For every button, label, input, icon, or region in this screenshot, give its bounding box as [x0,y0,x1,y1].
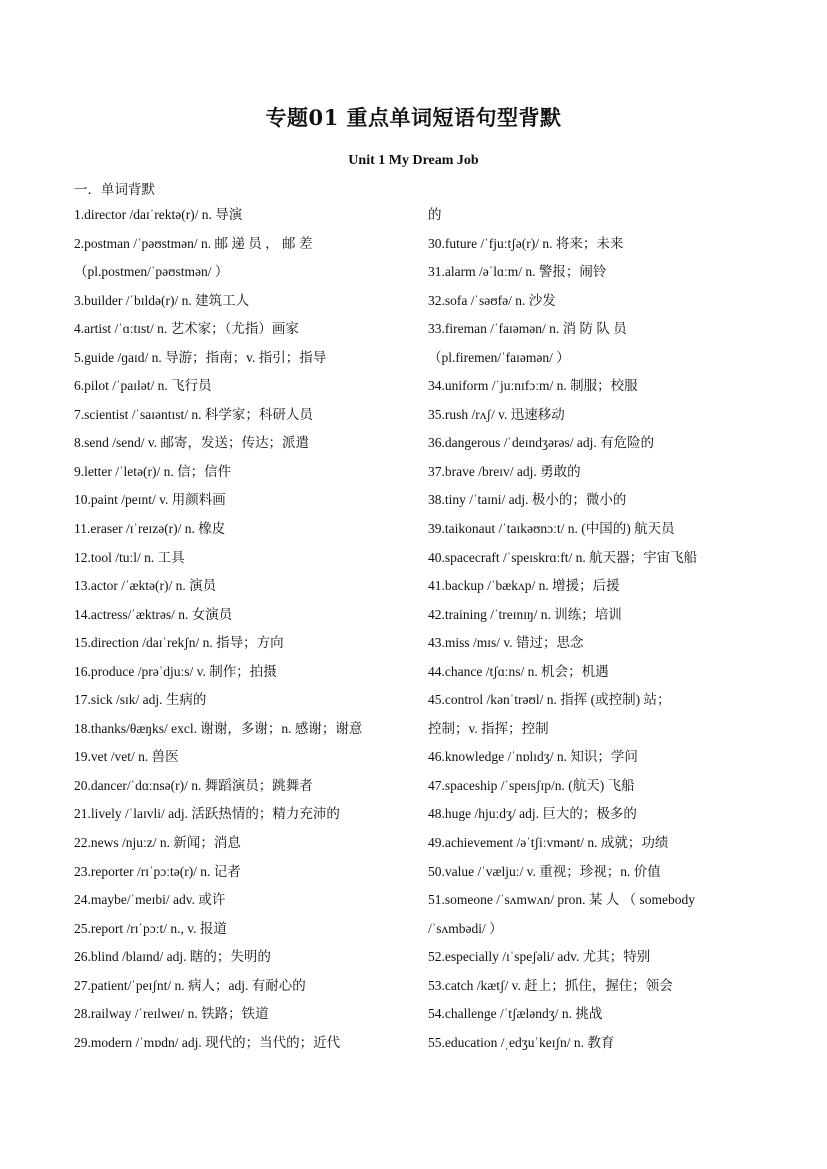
vocab-line: 22.news /njuːz/ n. 新闻；消息 [74,835,241,851]
vocab-line: 40.spacecraft /ˈspeɪskrɑːft/ n. 航天器；宇宙飞船 [428,549,698,565]
vocab-line: 29.modern /ˈmɒdn/ adj. 现代的；当代的；近代 [74,1034,341,1050]
vocab-line: 28.railway /ˈreɪlweɪ/ n. 铁路；铁道 [74,1006,269,1022]
vocab-line: 43.miss /mɪs/ v. 错过；思念 [428,635,584,651]
vocab-line: 45.control /kənˈtrəʊl/ n. 指挥 (或控制) 站； [428,692,671,708]
vocab-line: （pl.postmen/ˈpəʊstmən/ ） [74,264,229,280]
vocab-line: 52.especially /ɪˈspeʃəli/ adv. 尤其；特别 [428,949,651,965]
vocab-line: 26.blind /blaɪnd/ adj. 瞎的；失明的 [74,949,271,965]
vocab-line: 7.scientist /ˈsaɪəntɪst/ n. 科学家；科研人员 [74,406,313,422]
vocab-line: 21.lively /ˈlaɪvli/ adj. 活跃热情的；精力充沛的 [74,806,340,822]
word-list-left-column [74,206,404,1062]
vocab-line: 46.knowledge /ˈnɒlɪdʒ/ n. 知识；学问 [428,749,638,765]
vocab-line: 16.produce /prəˈdjuːs/ v. 制作；拍摄 [74,663,277,679]
vocab-line: 37.brave /breɪv/ adj. 勇敢的 [428,463,581,479]
vocab-line: 25.report /rɪˈpɔːt/ n., v. 报道 [74,920,227,936]
vocab-line: 38.tiny /ˈtaɪni/ adj. 极小的；微小的 [428,492,627,508]
vocab-line: 的 [428,207,442,222]
vocab-line: 50.value /ˈvæljuː/ v. 重视；珍视；n. 价值 [428,863,661,879]
vocab-line: 39.taikonaut /ˈtaɪkəʊnɔːt/ n. (中国的) 航天员 [428,521,675,537]
vocab-line: 48.huge /hjuːdʒ/ adj. 巨大的；极多的 [428,806,637,822]
vocab-line: 19.vet /vet/ n. 兽医 [74,749,179,765]
vocab-line: 55.education /ˌedʒuˈkeɪʃn/ n. 教育 [428,1034,615,1050]
vocab-line: 49.achievement /əˈtʃiːvmənt/ n. 成就；功绩 [428,835,669,851]
vocab-line: 控制；v. 指挥；控制 [428,720,549,736]
vocab-line: /ˈsʌmbədi/ ） [428,920,503,936]
vocab-line: （pl.firemen/ˈfaɪəmən/ ） [428,349,570,365]
word-list-right-column [428,206,758,1062]
vocab-line: 17.sick /sɪk/ adj. 生病的 [74,692,207,708]
vocab-line: 4.artist /ˈɑːtɪst/ n. 艺术家；（尤指）画家 [74,321,299,337]
vocab-line: 23.reporter /rɪˈpɔːtə(r)/ n. 记者 [74,863,241,879]
vocab-line: 5.guide /ɡaɪd/ n. 导游；指南；v. 指引；指导 [74,349,327,365]
vocab-line: 35.rush /rʌʃ/ v. 迅速移动 [428,406,565,422]
vocab-line: 1.director /daɪˈrektə(r)/ n. 导演 [74,207,243,222]
vocab-line: 44.chance /tʃɑːns/ n. 机会；机遇 [428,663,609,679]
vocab-line: 11.eraser /ɪˈreɪzə(r)/ n. 橡皮 [74,521,226,537]
vocab-line: 24.maybe/ˈmeɪbi/ adv. 或许 [74,892,226,908]
vocab-line: 31.alarm /əˈlɑːm/ n. 警报；闹铃 [428,264,607,280]
vocab-line: 9.letter /ˈletə(r)/ n. 信；信件 [74,463,232,479]
section-heading: 一．单词背默 [74,182,155,198]
vocab-line: 13.actor /ˈæktə(r)/ n. 演员 [74,578,217,594]
vocab-line: 41.backup /ˈbækʌp/ n. 增援；后援 [428,578,620,594]
vocab-line: 51.someone /ˈsʌmwʌn/ pron. 某 人 （ somebody [428,892,695,908]
vocab-line: 30.future /ˈfjuːtʃə(r)/ n. 将来；未来 [428,235,624,251]
vocab-line: 8.send /send/ v. 邮寄，发送；传达；派遣 [74,435,309,451]
vocab-line: 6.pilot /ˈpaɪlət/ n. 飞行员 [74,378,212,394]
vocab-line: 2.postman /ˈpəʊstmən/ n. 邮 递 员 ， 邮 差 [74,235,313,251]
vocab-line: 3.builder /ˈbɪldə(r)/ n. 建筑工人 [74,292,250,308]
vocab-line: 15.direction /daɪˈrekʃn/ n. 指导；方向 [74,635,284,651]
page-title: 专题01 重点单词短语句型背默 [265,105,562,130]
vocab-line: 27.patient/ˈpeɪʃnt/ n. 病人；adj. 有耐心的 [74,977,306,993]
vocab-line: 10.paint /peɪnt/ v. 用颜料画 [74,492,226,508]
vocab-line: 53.catch /kætʃ/ v. 赶上；抓住，握住；领会 [428,977,673,993]
vocab-line: 47.spaceship /ˈspeɪsʃɪp/n. (航天) 飞船 [428,777,635,793]
vocab-line: 12.tool /tuːl/ n. 工具 [74,549,185,565]
vocab-line: 14.actress/ˈæktrəs/ n. 女演员 [74,606,233,622]
vocab-line: 32.sofa /ˈsəʊfə/ n. 沙发 [428,292,556,308]
vocab-line: 34.uniform /ˈjuːnɪfɔːm/ n. 制服；校服 [428,378,638,394]
vocab-line: 42.training /ˈtreɪnɪŋ/ n. 训练；培训 [428,606,622,622]
vocab-line: 54.challenge /ˈtʃæləndʒ/ n. 挑战 [428,1006,603,1022]
vocab-line: 36.dangerous /ˈdeɪndʒərəs/ adj. 有危险的 [428,435,655,451]
vocab-line: 18.thanks/θæŋks/ excl. 谢谢，多谢；n. 感谢；谢意 [74,720,363,736]
unit-subtitle: Unit 1 My Dream Job [348,153,479,168]
vocab-line: 20.dancer/ˈdɑːnsə(r)/ n. 舞蹈演员；跳舞者 [74,777,313,793]
vocab-line: 33.fireman /ˈfaɪəmən/ n. 消 防 队 员 [428,321,627,337]
